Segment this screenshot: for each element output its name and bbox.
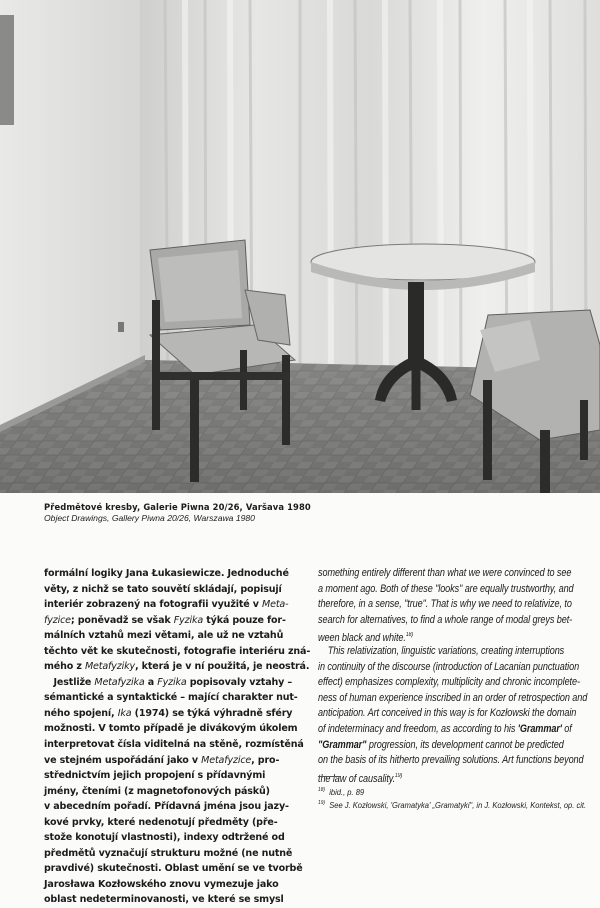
text-line xyxy=(318,675,580,691)
footnote-divider xyxy=(318,776,340,777)
photo-caption xyxy=(44,502,564,523)
text-span: the law of causality. xyxy=(318,772,396,785)
text-span: střednictvím jejich propojení s přídavnými xyxy=(44,770,266,782)
text-line xyxy=(318,706,577,722)
text-line xyxy=(318,769,561,785)
text-span: popisovaly vztahy – xyxy=(186,676,293,688)
text-span: ; poněvadž se však xyxy=(70,614,174,626)
text-span: interiér zobrazený na fotografii využité v xyxy=(44,599,263,611)
text-line xyxy=(318,722,572,738)
text-line xyxy=(44,706,304,722)
text-span: on the basis of its hitherto prevailing solutions. Art functions beyond xyxy=(318,754,584,767)
italic-title: Metafyzice xyxy=(201,754,252,766)
footnote-number: 18) xyxy=(318,787,325,793)
text-line xyxy=(318,566,572,582)
italic-title: Metafyzika xyxy=(94,676,145,688)
caption-czech: Předmětové kresby, Galerie Piwna 20/26, Varšava 1980 xyxy=(44,502,311,512)
text-span: a xyxy=(144,676,158,688)
text-line xyxy=(318,582,574,598)
text-span: ného spojení, xyxy=(44,707,118,719)
bold-term: "Grammar" xyxy=(318,738,367,751)
italic-title: Fyzika xyxy=(157,676,187,688)
text-span: therefore, in a sense, "true". That is why we need to relativize, to xyxy=(318,598,572,611)
text-line xyxy=(318,613,573,629)
text-span: stože konotují vlastnosti), indexy odtržené od xyxy=(44,832,285,844)
text-line xyxy=(318,644,565,660)
italic-title: Fyzika xyxy=(173,614,204,626)
text-span: málních vztahů mezi větami, ale už ne vztahů xyxy=(44,630,284,642)
text-line xyxy=(318,660,580,676)
footnote-ref: 19) xyxy=(395,772,403,779)
czech-text-column xyxy=(44,566,311,908)
text-span: kové prvky, které nedenotují předměty (pře- xyxy=(44,816,278,828)
text-span: Jestliže xyxy=(53,676,95,688)
caption-english: Object Drawings, Gallery Piwna 20/26, Warszawa 1980 xyxy=(44,513,255,523)
text-span: předmětů vyznačují strukturu možné (ne nutně xyxy=(44,847,293,859)
text-span: možnosti. V tomto případě je divákovým úkolem xyxy=(44,723,298,735)
text-line xyxy=(44,675,304,691)
italic-title: Ika xyxy=(117,707,132,719)
text-span: jmény, čteními (z magnetofonových pásků) xyxy=(44,785,270,797)
text-span: věty, z nichž se tato souvětí skládají, popisují xyxy=(44,583,282,595)
text-line xyxy=(44,628,304,644)
text-line xyxy=(44,690,304,706)
italic-title: Meta- xyxy=(262,599,289,611)
text-line xyxy=(44,737,304,753)
text-line xyxy=(44,613,304,629)
text-span: of indeterminacy and freedom, as according to his xyxy=(318,722,518,735)
text-span: mého z xyxy=(44,661,85,673)
footnote-text: See J. Kozłowski, 'Gramatyka' „Gramatyki", in J. Kozłowski, Kontekst, op. cit. xyxy=(329,799,587,810)
text-line xyxy=(318,753,584,769)
text-span: a moment ago. Both of these "looks" are equally trustworthy, and xyxy=(318,582,574,595)
text-span: ween black and white. xyxy=(318,632,406,645)
text-span: , která je v ní použitá, je neostrá. xyxy=(135,661,310,673)
text-span: týká pouze for- xyxy=(203,614,286,626)
text-line xyxy=(44,846,304,862)
text-span: oblast nedeterminovanosti, ve které se smysl xyxy=(44,894,284,906)
bold-term: 'Grammar' xyxy=(517,722,562,735)
text-span: ness of human experience inscribed in an order of retrospection and xyxy=(318,691,588,704)
text-span: This relativization, linguistic variations, creating interruptions xyxy=(327,644,565,657)
english-text-column xyxy=(318,566,600,785)
text-span: search for alternatives, to find a whole range of modal greys bet- xyxy=(318,613,573,626)
text-line xyxy=(318,597,572,613)
italic-title: fyzice xyxy=(44,614,71,626)
footnote-number: 19) xyxy=(318,799,325,806)
text-span: something entirely different than what we were convinced to see xyxy=(318,567,572,579)
text-span: Jarosława Kozłowského znovu vymezuje jako xyxy=(44,878,279,890)
text-line xyxy=(44,861,304,877)
text-span: v abecedním pořadí. Přídavná jména jsou jazy- xyxy=(44,801,289,813)
footnote xyxy=(318,784,566,797)
text-span: (1974) se týká výhradně sféry xyxy=(131,707,293,719)
text-line xyxy=(44,659,310,675)
footnote xyxy=(318,797,587,810)
text-line xyxy=(44,721,304,737)
italic-title: Metafyziky xyxy=(84,661,135,673)
text-span: progression, its development cannot be predicted xyxy=(368,738,564,751)
text-span: anticipation. Art conceived in this way is for Kozłowski the domain xyxy=(318,707,577,720)
footnote-text: ibid., p. 89 xyxy=(329,787,365,797)
footnotes xyxy=(318,784,600,814)
text-span: , pro- xyxy=(251,754,280,766)
text-line xyxy=(44,815,304,831)
text-span: těchto vět ke skutečnosti, fotografie interiéru zná- xyxy=(44,645,311,657)
text-line xyxy=(318,691,588,707)
text-span: sémantické a syntaktické – mající charakter nut- xyxy=(44,692,298,704)
text-line xyxy=(44,892,304,908)
text-line xyxy=(44,644,311,660)
text-line xyxy=(44,830,304,846)
text-line xyxy=(44,582,304,598)
text-span: formální logiky Jana Łukasiewicze. Jednoduché xyxy=(44,568,289,579)
text-span: effect) emphasizes complexity, multiplicity and chronic incomplete- xyxy=(318,676,580,689)
text-line xyxy=(44,799,304,815)
text-line xyxy=(318,738,564,754)
text-span: ve stejném uspořádání jako v xyxy=(44,754,202,766)
text-line xyxy=(44,597,304,613)
text-line xyxy=(318,628,561,644)
text-span: of xyxy=(561,722,572,735)
footnote-ref: 18) xyxy=(405,632,414,639)
text-line xyxy=(44,784,304,800)
text-line xyxy=(44,753,304,769)
text-line xyxy=(44,877,304,893)
text-line xyxy=(44,768,304,784)
text-span: interpretovat čísla viditelná na stěně, rozmístěná xyxy=(44,739,304,751)
text-line xyxy=(44,566,304,582)
text-span: pravdivé) skutečnosti. Oblast umění se ve tvorbě xyxy=(44,863,303,875)
text-span: in continuity of the discourse (introduction of Lacanian punctuation xyxy=(318,660,580,673)
